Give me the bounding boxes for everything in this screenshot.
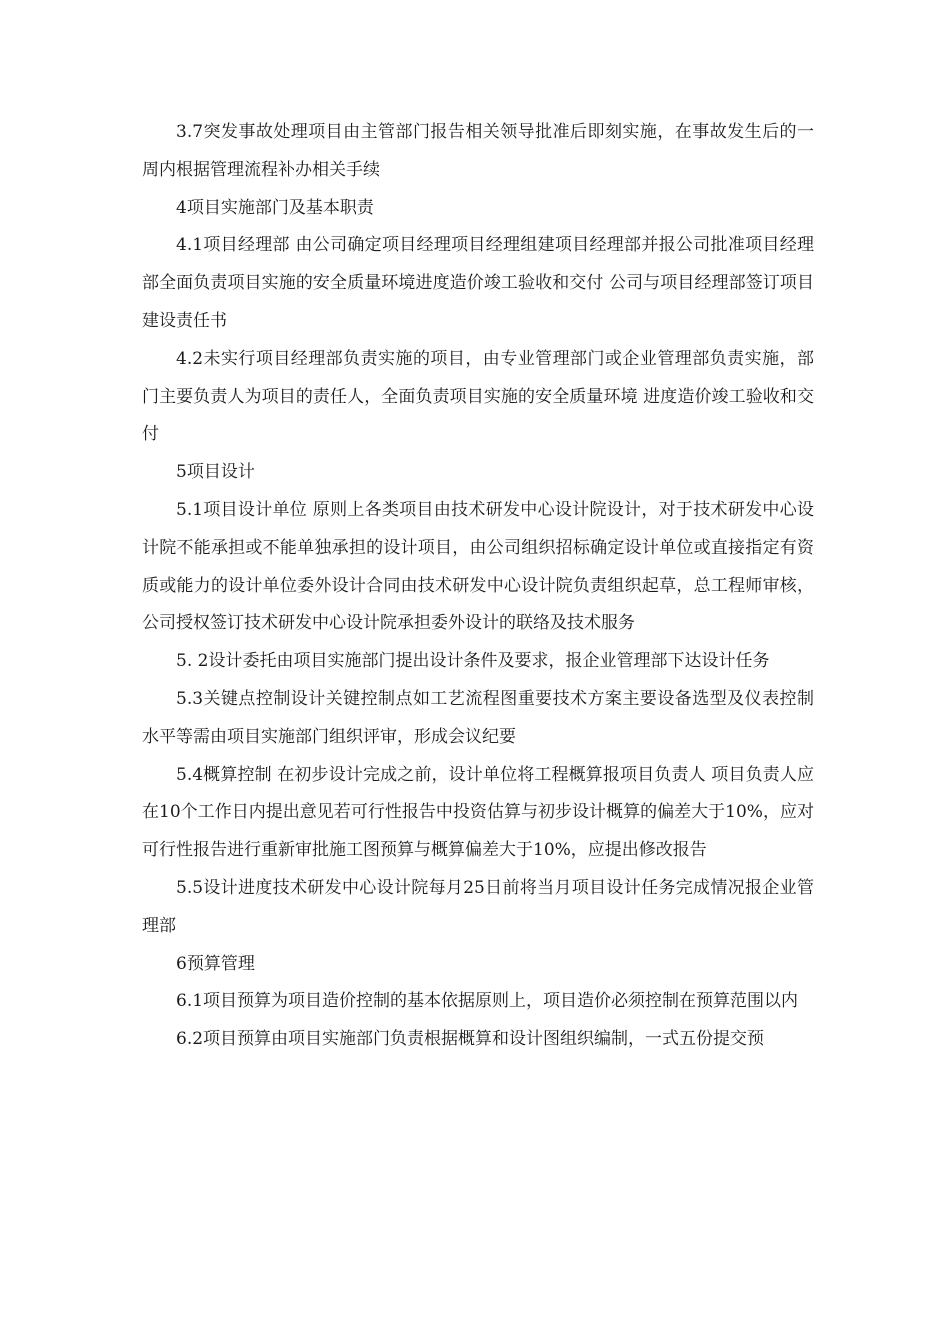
paragraph-5-1: 5.1项目设计单位 原则上各类项目由技术研发中心设计院设计，对于技术研发中心设计院不能承担或不能单独承担的设计项目，由公司组织招标确定设计单位或直接指定有资质或能力的设计单位委外设计合同由技术研发中心设计院负责组织起草，总工程师审核，公司授权签订技术研发中心设计院承担委外设计的联络及技术服务 — [142, 499, 814, 634]
paragraph-5-5: 5.5设计进度技术研发中心设计院每月25日前将当月项目设计任务完成情况报企业管理部 — [142, 877, 814, 936]
paragraph-6-1: 6.1项目预算为项目造价控制的基本依据原则上，项目造价必须控制在预算范围以内 — [176, 991, 799, 1012]
paragraph-3-7: 3.7突发事故处理项目由主管部门报告相关领导批准后即刻实施，在事故发生后的一周内根据管理流程补办相关手续 — [142, 122, 814, 180]
section-heading-5: 5项目设计 — [176, 462, 255, 483]
paragraph-5-4: 5.4概算控制 在初步设计完成之前，设计单位将工程概算报项目负责人 项目负责人应在10个工作日内提出意见若可行性报告中投资估算与初步设计概算的偏差大于10%，应对可行性报告进行重新审批施工图预算与概算偏差大于10%，应提出修改报告 — [142, 764, 814, 861]
section-heading-4: 4项目实施部门及基本职责 — [176, 197, 374, 218]
paragraph-5-3: 5.3关键点控制设计关键控制点如工艺流程图重要技术方案主要设备选型及仪表控制水平等需由项目实施部门组织评审，形成会议纪要 — [142, 688, 814, 747]
paragraph-4-2: 4.2未实行项目经理部负责实施的项目，由专业管理部门或企业管理部负责实施，部门主要负责人为项目的责任人，全面负责项目实施的安全质量环境 进度造价竣工验收和交付 — [142, 348, 814, 445]
section-heading-6: 6预算管理 — [176, 953, 255, 974]
document-body — [142, 114, 814, 1059]
paragraph-4-1: 4.1项目经理部 由公司确定项目经理项目经理组建项目经理部并报公司批准项目经理部全面负责项目实施的安全质量环境进度造价竣工验收和交付 公司与项目经理部签订项目建设责任书 — [142, 235, 814, 331]
paragraph-6-2: 6.2项目预算由项目实施部门负责根据概算和设计图组织编制，一式五份提交预 — [176, 1029, 765, 1050]
paragraph-5-2: 5. 2设计委托由项目实施部门提出设计条件及要求，报企业管理部下达设计任务 — [176, 651, 770, 672]
